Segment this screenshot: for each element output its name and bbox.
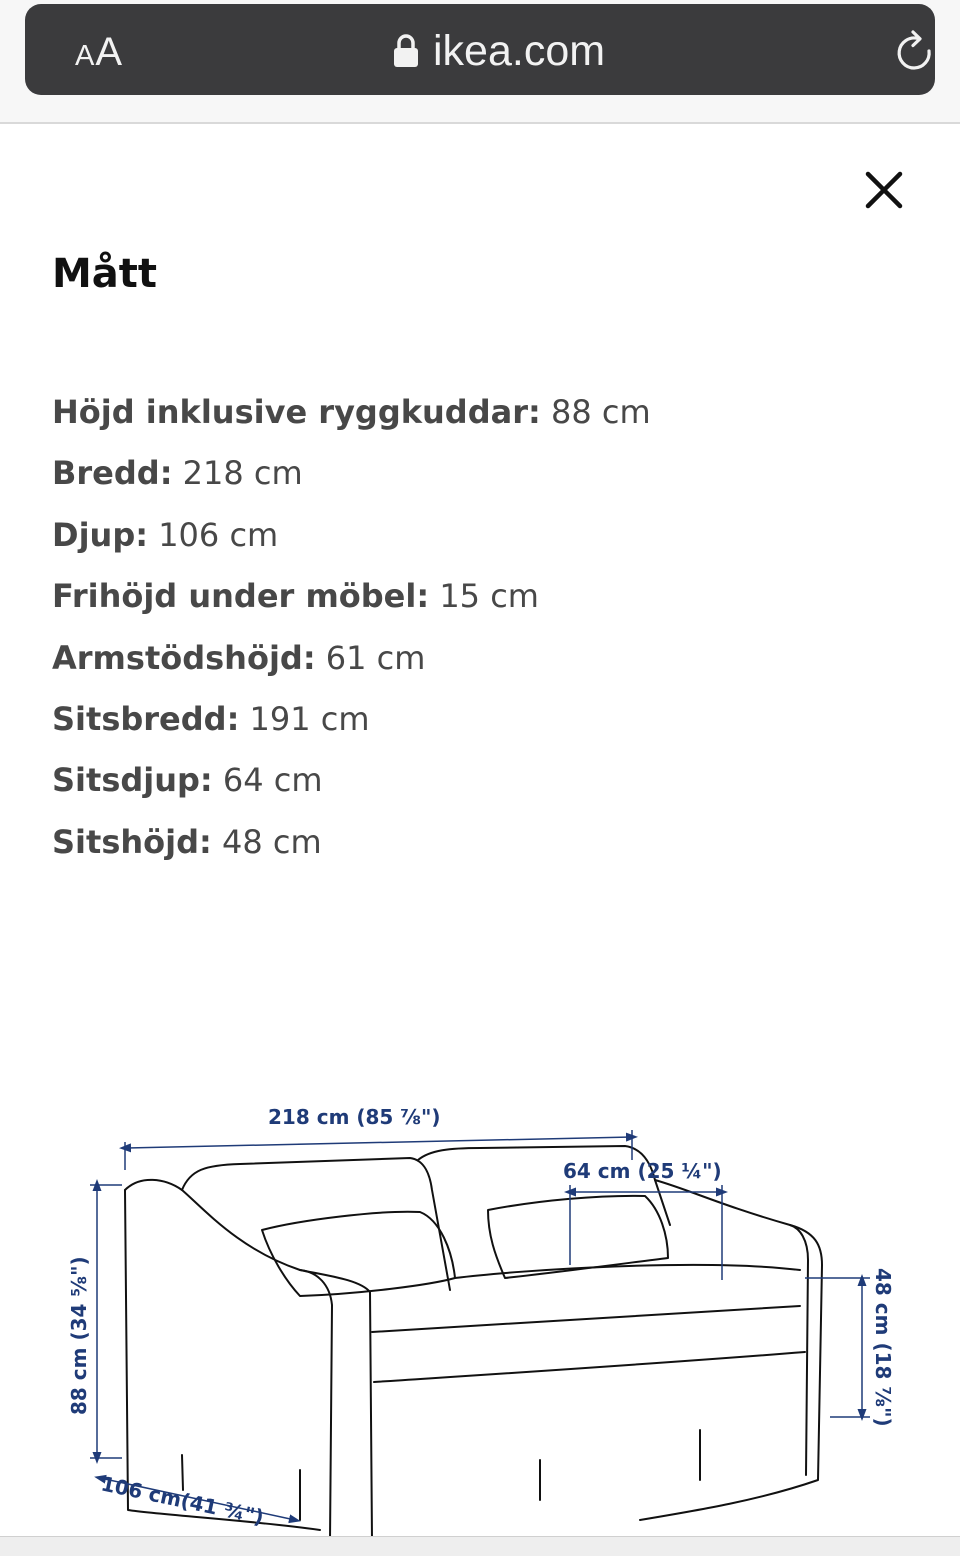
spec-row-width — [52, 447, 651, 508]
spec-value: 15 cm — [429, 577, 539, 616]
text-size-large-letter: A — [95, 30, 124, 74]
seat-depth-dimension-label: 64 cm (25 ¼") — [563, 1159, 722, 1183]
browser-toolbar — [0, 0, 960, 124]
page-title: Mått — [52, 251, 158, 297]
close-icon[interactable] — [862, 168, 906, 212]
spec-label: Sitsbredd: — [52, 699, 240, 738]
lock-icon — [393, 34, 419, 68]
spec-label: Armstödshöjd: — [52, 638, 316, 677]
spec-row-clearance — [52, 570, 651, 631]
width-dimension-label: 218 cm (85 ⅞") — [268, 1105, 441, 1129]
sofa-drawing — [125, 1146, 822, 1540]
spec-row-seat-height — [52, 816, 651, 877]
reload-icon[interactable] — [891, 29, 939, 77]
address-bar[interactable] — [25, 4, 935, 95]
spec-label: Djup: — [52, 515, 149, 554]
url-display[interactable] — [393, 26, 605, 76]
dimension-spec-list — [52, 386, 651, 877]
spec-row-height — [52, 386, 651, 447]
spec-label: Sitsdjup: — [52, 761, 213, 800]
spec-value: 106 cm — [148, 515, 279, 554]
url-text: ikea.com — [433, 27, 606, 75]
spec-value: 218 cm — [172, 454, 303, 493]
bottom-toolbar-edge — [0, 1536, 960, 1556]
height-dimension-label: 88 cm (34 ⅝") — [67, 1256, 91, 1415]
depth-dimension-label: 106 cm(41 ¾") — [98, 1471, 266, 1530]
text-size-button[interactable] — [75, 30, 123, 74]
spec-label: Sitshöjd: — [52, 822, 212, 861]
spec-row-seat-width — [52, 693, 651, 754]
spec-label: Bredd: — [52, 454, 173, 493]
spec-value: 64 cm — [212, 761, 323, 800]
spec-row-seat-depth — [52, 754, 651, 815]
spec-value: 191 cm — [239, 699, 370, 738]
spec-row-armrest-height — [52, 632, 651, 693]
spec-row-depth — [52, 509, 651, 570]
spec-value: 88 cm — [540, 393, 651, 431]
sofa-dimension-diagram — [0, 1080, 960, 1540]
text-size-small-letter: A — [75, 40, 96, 72]
spec-label: Frihöjd under möbel: — [52, 577, 430, 616]
spec-value: 61 cm — [315, 638, 426, 677]
seat-height-dimension-label: 48 cm (18 ⅞") — [871, 1268, 895, 1427]
spec-label: Höjd inklusive ryggkuddar: — [52, 393, 541, 431]
spec-value: 48 cm — [211, 822, 322, 861]
